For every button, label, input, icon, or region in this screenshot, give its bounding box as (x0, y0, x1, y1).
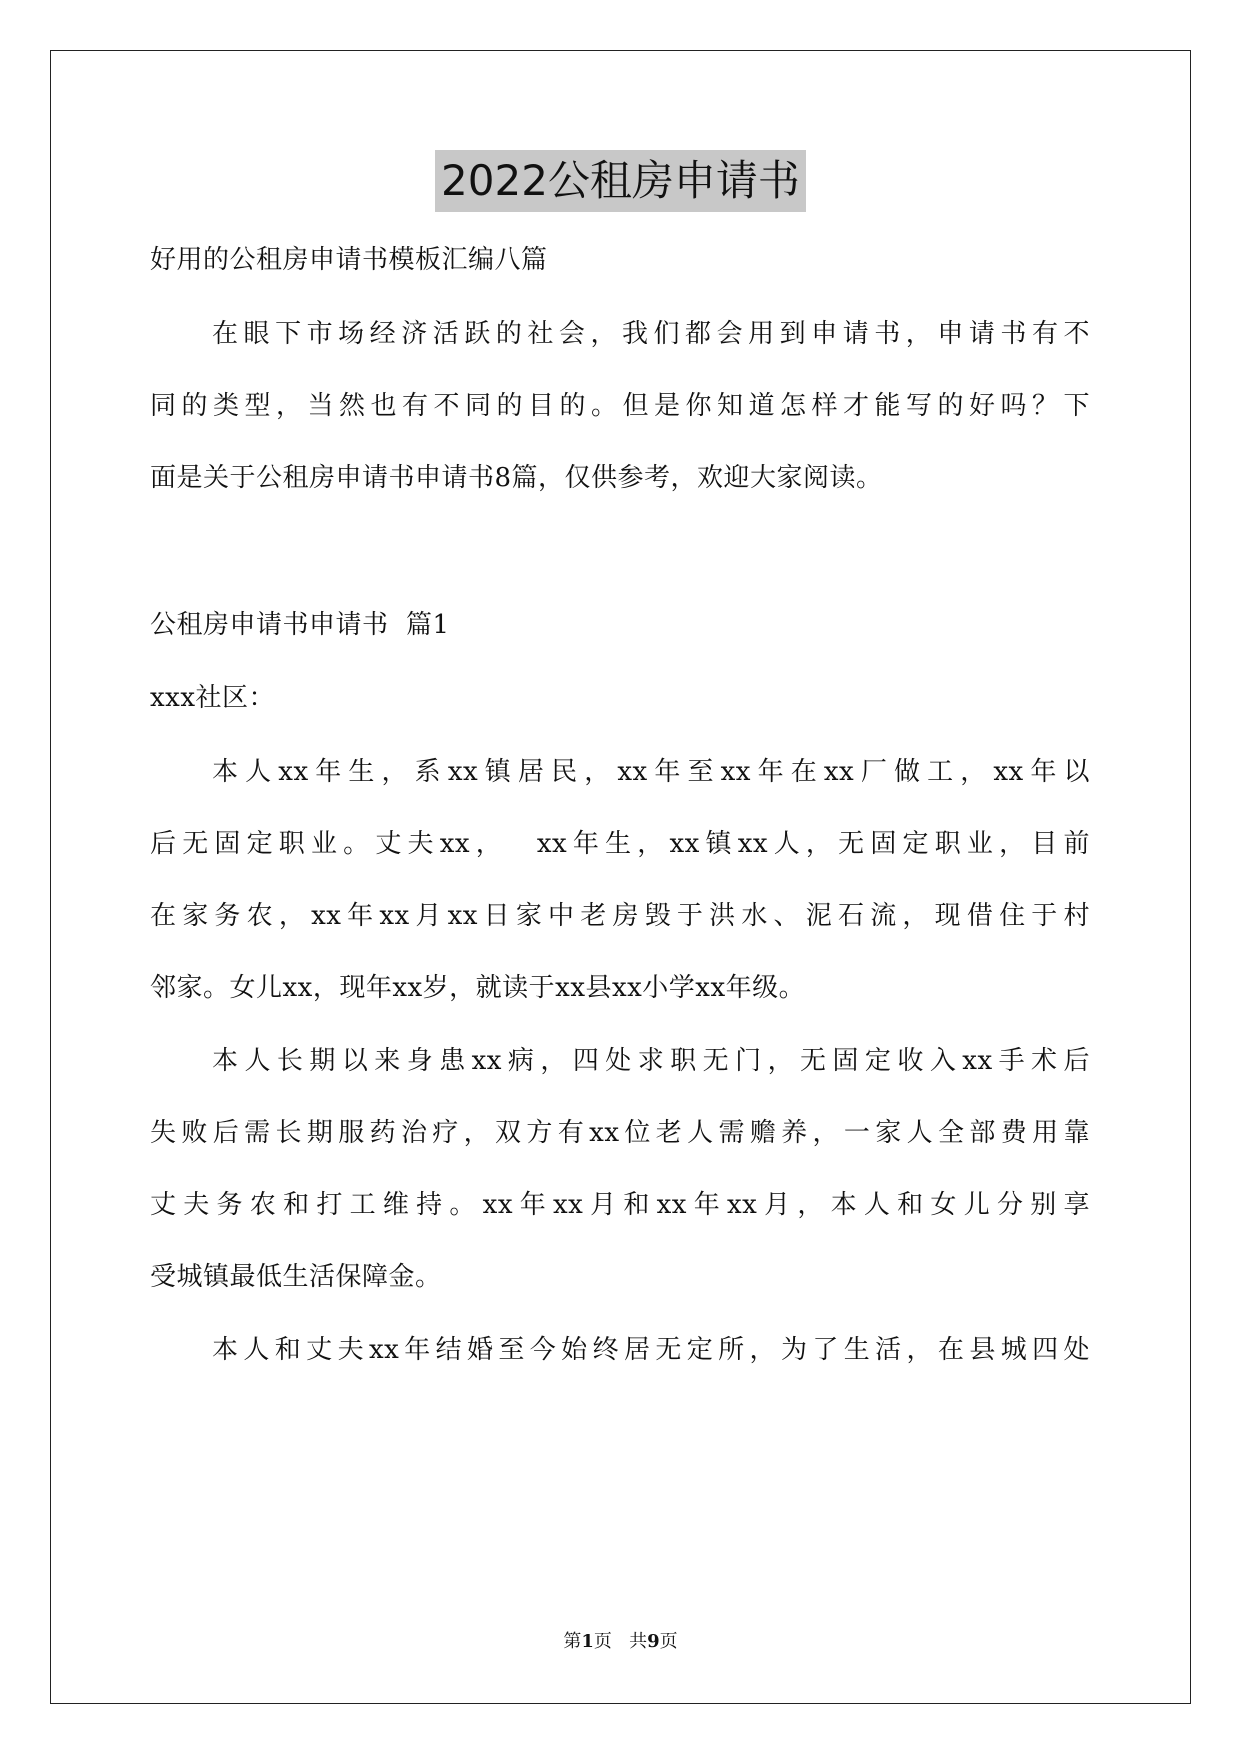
document-title-wrap (0, 150, 1241, 212)
salutation: xxx社区： (150, 683, 275, 713)
footer-page-number: 1 (581, 1631, 594, 1652)
para2-line-2: 失败后需长期服药治疗，双方有xx位老人需赡养，一家人全部费用靠 (150, 1118, 1090, 1148)
footer-total-pages: 9 (647, 1631, 660, 1652)
footer-suffix: 页 (659, 1631, 678, 1652)
para1-line-2: 后无固定职业。丈夫xx， xx年生，xx镇xx人，无固定职业，目前 (150, 829, 1090, 859)
intro-line-2: 同的类型，当然也有不同的目的。但是你知道怎样才能写的好吗？下 (150, 391, 1090, 421)
para2-line-3: 丈夫务农和打工维持。xx年xx月和xx年xx月，本人和女儿分别享 (150, 1190, 1090, 1220)
page-frame (50, 50, 1191, 1704)
para3-line-1: 本人和丈夫xx年结婚至今始终居无定所，为了生活，在县城四处 (212, 1335, 1090, 1365)
para2-line-1: 本人长期以来身患xx病，四处求职无门，无固定收入xx手术后 (212, 1046, 1090, 1076)
intro-line-1: 在眼下市场经济活跃的社会，我们都会用到申请书，申请书有不 (212, 319, 1090, 349)
footer-prefix: 第 (563, 1631, 582, 1652)
page-footer (0, 1630, 1241, 1654)
document-title: 2022公租房申请书 (435, 150, 806, 212)
section-heading: 公租房申请书申请书 篇1 (150, 610, 450, 640)
para1-line-3: 在家务农，xx年xx月xx日家中老房毁于洪水、泥石流，现借住于村 (150, 901, 1090, 931)
footer-mid: 页 共 (593, 1631, 648, 1652)
subtitle: 好用的公租房申请书模板汇编八篇 (150, 245, 548, 275)
para1-line-1: 本人xx年生，系xx镇居民，xx年至xx年在xx厂做工，xx年以 (212, 757, 1090, 787)
para1-line-4: 邻家。女儿xx，现年xx岁，就读于xx县xx小学xx年级。 (150, 973, 806, 1003)
intro-line-3: 面是关于公租房申请书申请书8篇，仅供参考，欢迎大家阅读。 (150, 463, 883, 493)
para2-line-4: 受城镇最低生活保障金。 (150, 1262, 442, 1292)
